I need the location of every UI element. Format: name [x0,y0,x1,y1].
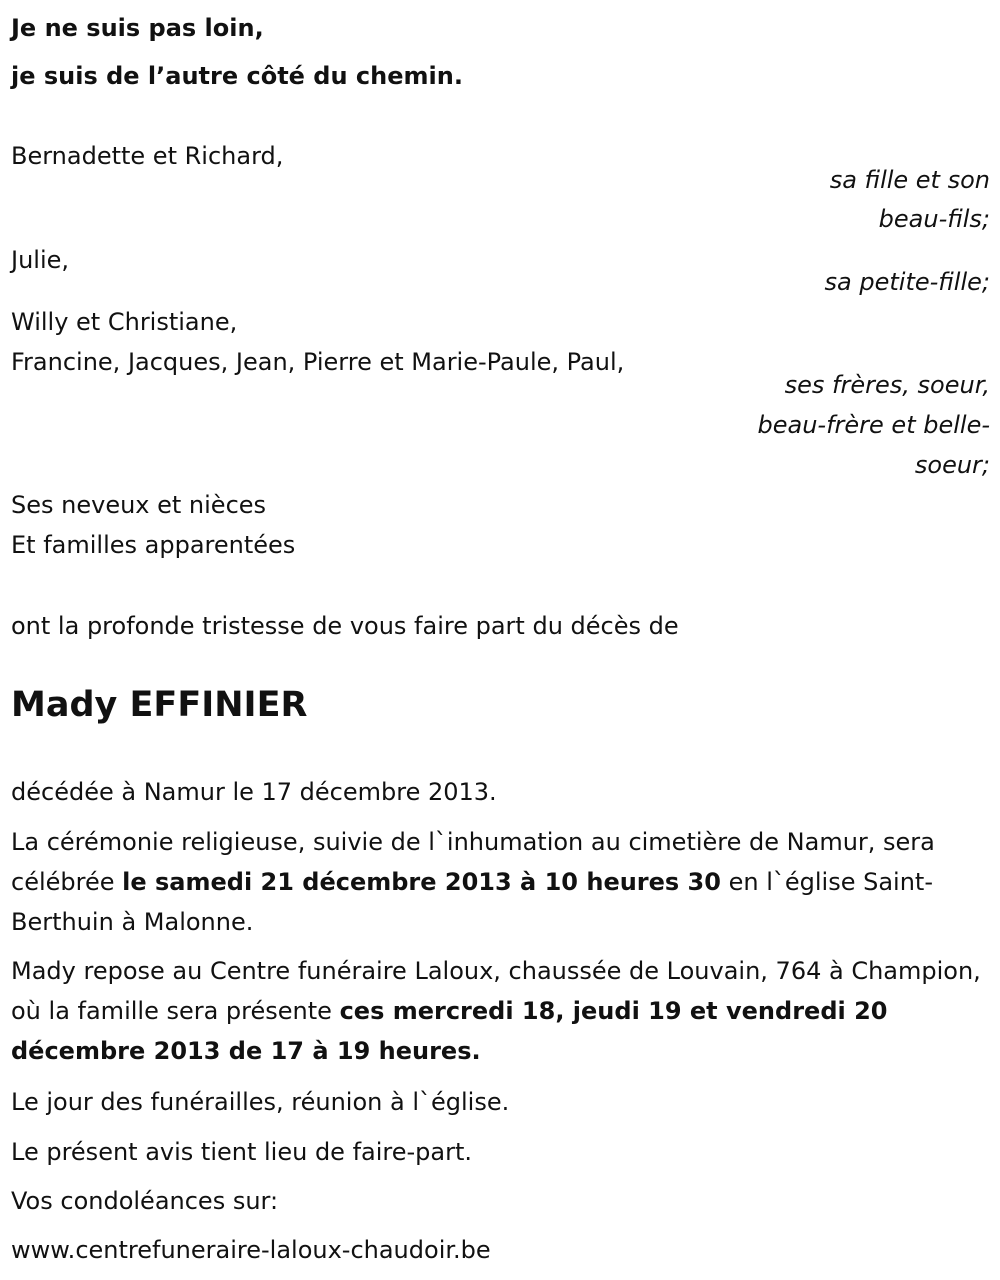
condolences-website[interactable]: www.centrefuneraire-laloux-chaudoir.be [11,1236,491,1264]
viewing-intro: Mady repose au Centre funéraire Laloux, chaussée de Louvain, 764 à Champion, où la famille sera présente [11,957,981,1025]
siblings-relation-line-2: beau-frère et belle- [757,411,990,439]
condolences-label: Vos condoléances sur: [11,1187,279,1215]
granddaughter-name: Julie, [11,246,70,274]
siblings-line-2: Francine, Jacques, Jean, Pierre et Marie-Paule, Paul, [11,348,625,376]
daughter-relation-line-1: sa fille et son [829,166,990,194]
siblings-line-1: Willy et Christiane, [11,308,238,336]
deceased-name: Mady EFFINIER [11,685,308,725]
ceremony-intro: La cérémonie religieuse, suivie de l`inhumation au cimetière de Namur, sera célébrée [11,828,935,896]
ceremony-date: le samedi 21 décembre 2013 à 10 heures 30 [122,868,721,896]
viewing-paragraph [11,951,991,1071]
siblings-relation-line-3: soeur; [914,451,990,479]
death-info: décédée à Namur le 17 décembre 2013. [11,778,497,806]
ceremony-location: en l`église Saint-Berthuin à Malonne. [11,868,933,936]
related-families: Et familles apparentées [11,531,296,559]
granddaughter-relation: sa petite-fille; [824,268,990,296]
ceremony-paragraph [11,822,991,942]
announcement-text: ont la profonde tristesse de vous faire part du décès de [11,612,679,640]
daughter-relation-line-2: beau-fils; [878,205,990,233]
epigraph-line-2: je suis de l’autre côté du chemin. [11,62,463,90]
epigraph-line-1: Je ne suis pas loin, [11,14,264,42]
notice-text: Le présent avis tient lieu de faire-part. [11,1138,473,1166]
siblings-relation-line-1: ses frères, soeur, [784,371,990,399]
viewing-dates: ces mercredi 18, jeudi 19 et vendredi 20 décembre 2013 de 17 à 19 heures. [11,997,888,1065]
funeral-meeting: Le jour des funérailles, réunion à l`église. [11,1088,510,1116]
nephews-nieces: Ses neveux et nièces [11,491,267,519]
daughter-names: Bernadette et Richard, [11,142,284,170]
